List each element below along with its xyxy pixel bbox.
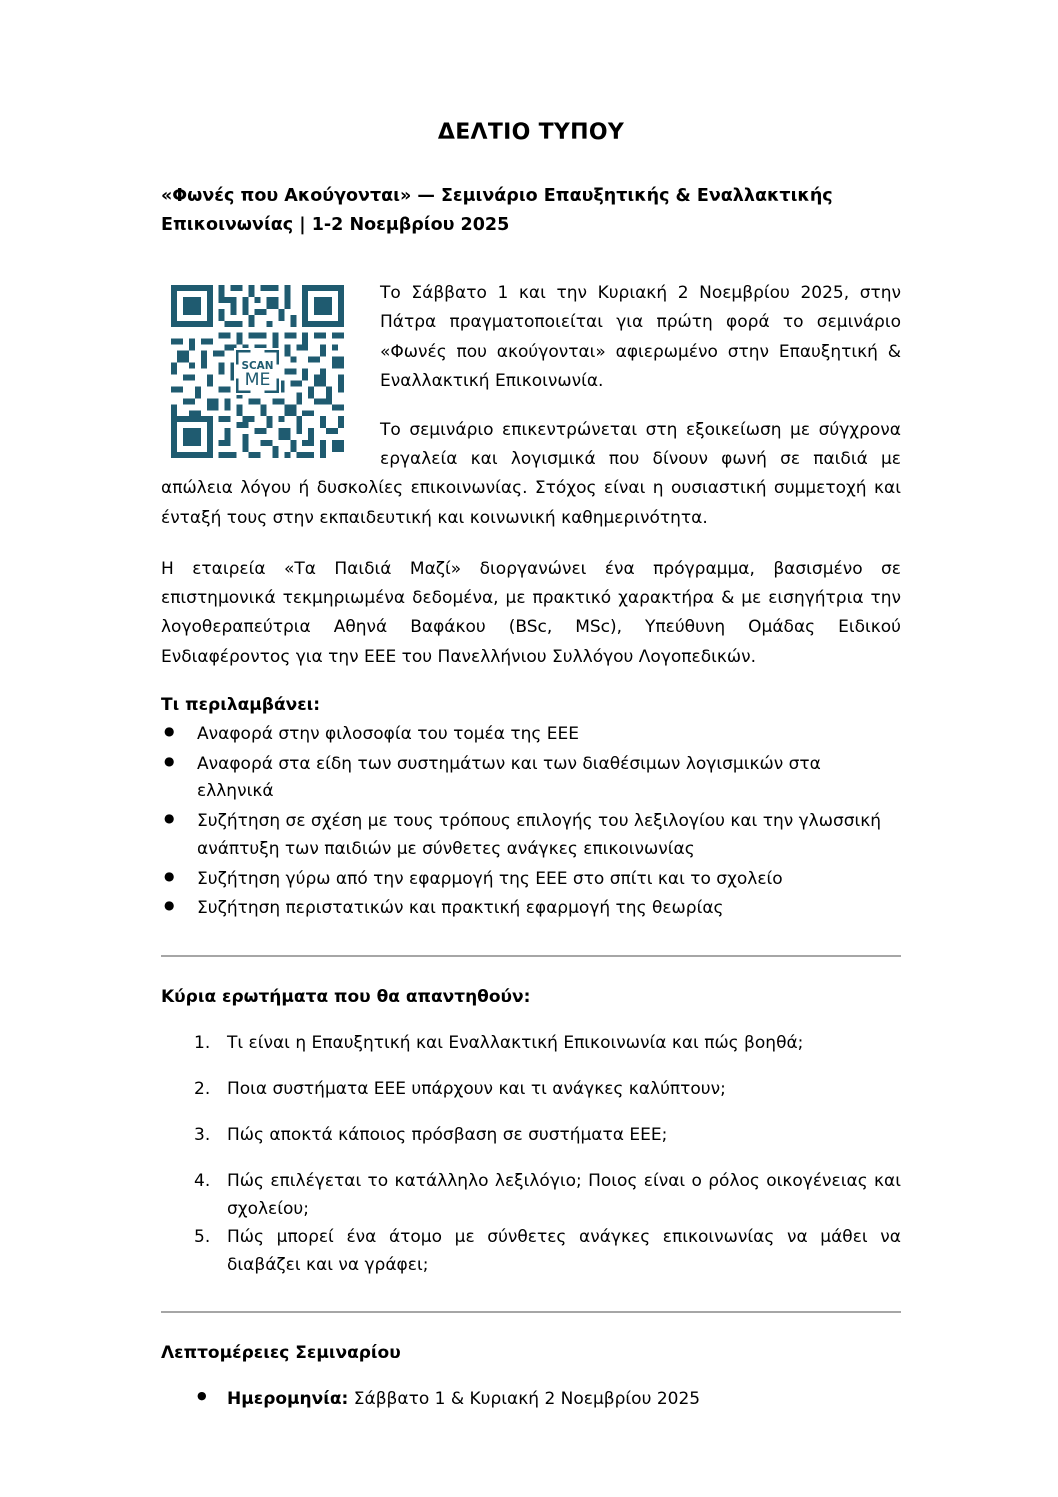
list-item: Πώς επιλέγεται το κατάλληλο λεξιλόγιο; Ποιος είναι ο ρόλος οικογένειας και σχολείου; (227, 1171, 901, 1220)
list-item: ● Συζήτηση γύρω από την εφαρμογή της ΕΕΕ στο σπίτι και το σχολείο (161, 866, 901, 894)
list-item: ● Αναφορά στα είδη των συστημάτων και των διαθέσιμων λογισμικών στα ελληνικά (161, 751, 901, 806)
intro-paragraph-1: Το Σάββατο 1 και την Κυριακή 2 Νοεμβρίου 2025, στην Πάτρα πραγματοποιείται για πρώτη φορά το σεμινάριο «Φωνές που ακούγονται» αφιερωμένο στην Επαυξητική & Εναλλακτική Επικοινωνία. (380, 283, 901, 391)
page-title: ΔΕΛΤΙΟ ΤΥΠΟΥ (437, 120, 625, 145)
details-list (161, 1385, 901, 1413)
detail-label: Ημερομηνία: (227, 1389, 349, 1410)
list-item: ● Συζήτηση σε σχέση με τους τρόπους επιλογής του λεξιλογίου και την γλωσσική ανάπτυξη των παιδιών με σύνθετες ανάγκες επικοινωνίας (161, 808, 901, 863)
questions-list (161, 1029, 901, 1279)
qr-code-svg (171, 285, 344, 458)
includes-list (161, 721, 901, 923)
qr-badge-me-text: ME (244, 370, 271, 391)
detail-value: Σάββατο 1 & Κυριακή 2 Νοεμβρίου 2025 (348, 1389, 701, 1410)
qr-code-image (171, 285, 344, 458)
document-content (161, 120, 901, 1423)
questions-heading: Κύρια ερωτήματα που θα απαντηθούν: (161, 987, 531, 1007)
list-item (161, 1385, 901, 1413)
list-item: Πώς αποκτά κάποιος πρόσβαση σε συστήματα ΕΕΕ; (227, 1125, 668, 1146)
details-heading: Λεπτομέρειες Σεμιναρίου (161, 1343, 401, 1364)
intro-paragraph-3: Η εταιρεία «Τα Παιδιά Μαζί» διοργανώνει ένα πρόγραμμα, βασισμένο σε επιστημονικά τεκμηριωμένα δεδομένα, με πρακτικό χαρακτήρα & με εισηγήτρια την λογοθεραπεύτρια Αθηνά Βαφάκου (BSc, MSc), Υπεύθυνη Ομάδας Ειδικού Ενδιαφέροντος για την ΕΕΕ του Πανελλήνιου Συλλόγου Λογοπεδικών. (161, 558, 901, 667)
intro-paragraph-2: Το σεμινάριο επικεντρώνεται στη εξοικείωση με σύγχρονα εργαλεία και λογισμικά που δίνουν φωνή σε παιδιά με απώλεια λόγου ή δυσκολίες επικοινωνίας. Στόχος είναι η ουσιαστική συμμετοχή και ένταξή τους στην εκπαιδευτική και κοινωνική καθημερινότητα. (161, 420, 901, 528)
document-subtitle: «Φωνές που Ακούγονται» — Σεμινάριο Επαυξητικής & Εναλλακτικής Επικοινωνίας | 1-2 Νοεμβρίου 2025 (161, 186, 833, 235)
list-item: Τι είναι η Επαυξητική και Εναλλακτική Επικοινωνία και πώς βοηθά; (227, 1033, 804, 1053)
list-item: ● Συζήτηση περιστατικών και πρακτική εφαρμογή της θεωρίας (161, 895, 901, 923)
list-item: Ποια συστήματα ΕΕΕ υπάρχουν και τι ανάγκες καλύπτουν; (227, 1079, 726, 1100)
section-divider-top (161, 955, 901, 957)
list-item: Πώς μπορεί ένα άτομο με σύνθετες ανάγκες επικοινωνίας να μάθει να διαβάζει και να γράφει; (227, 1227, 901, 1276)
list-item: ● Αναφορά στην φιλοσοφία του τομέα της ΕΕΕ (161, 721, 901, 749)
includes-heading: Τι περιλαμβάνει: (161, 694, 321, 715)
qr-badge-scan-text: SCAN (241, 360, 274, 373)
section-divider-bottom (161, 1311, 901, 1313)
